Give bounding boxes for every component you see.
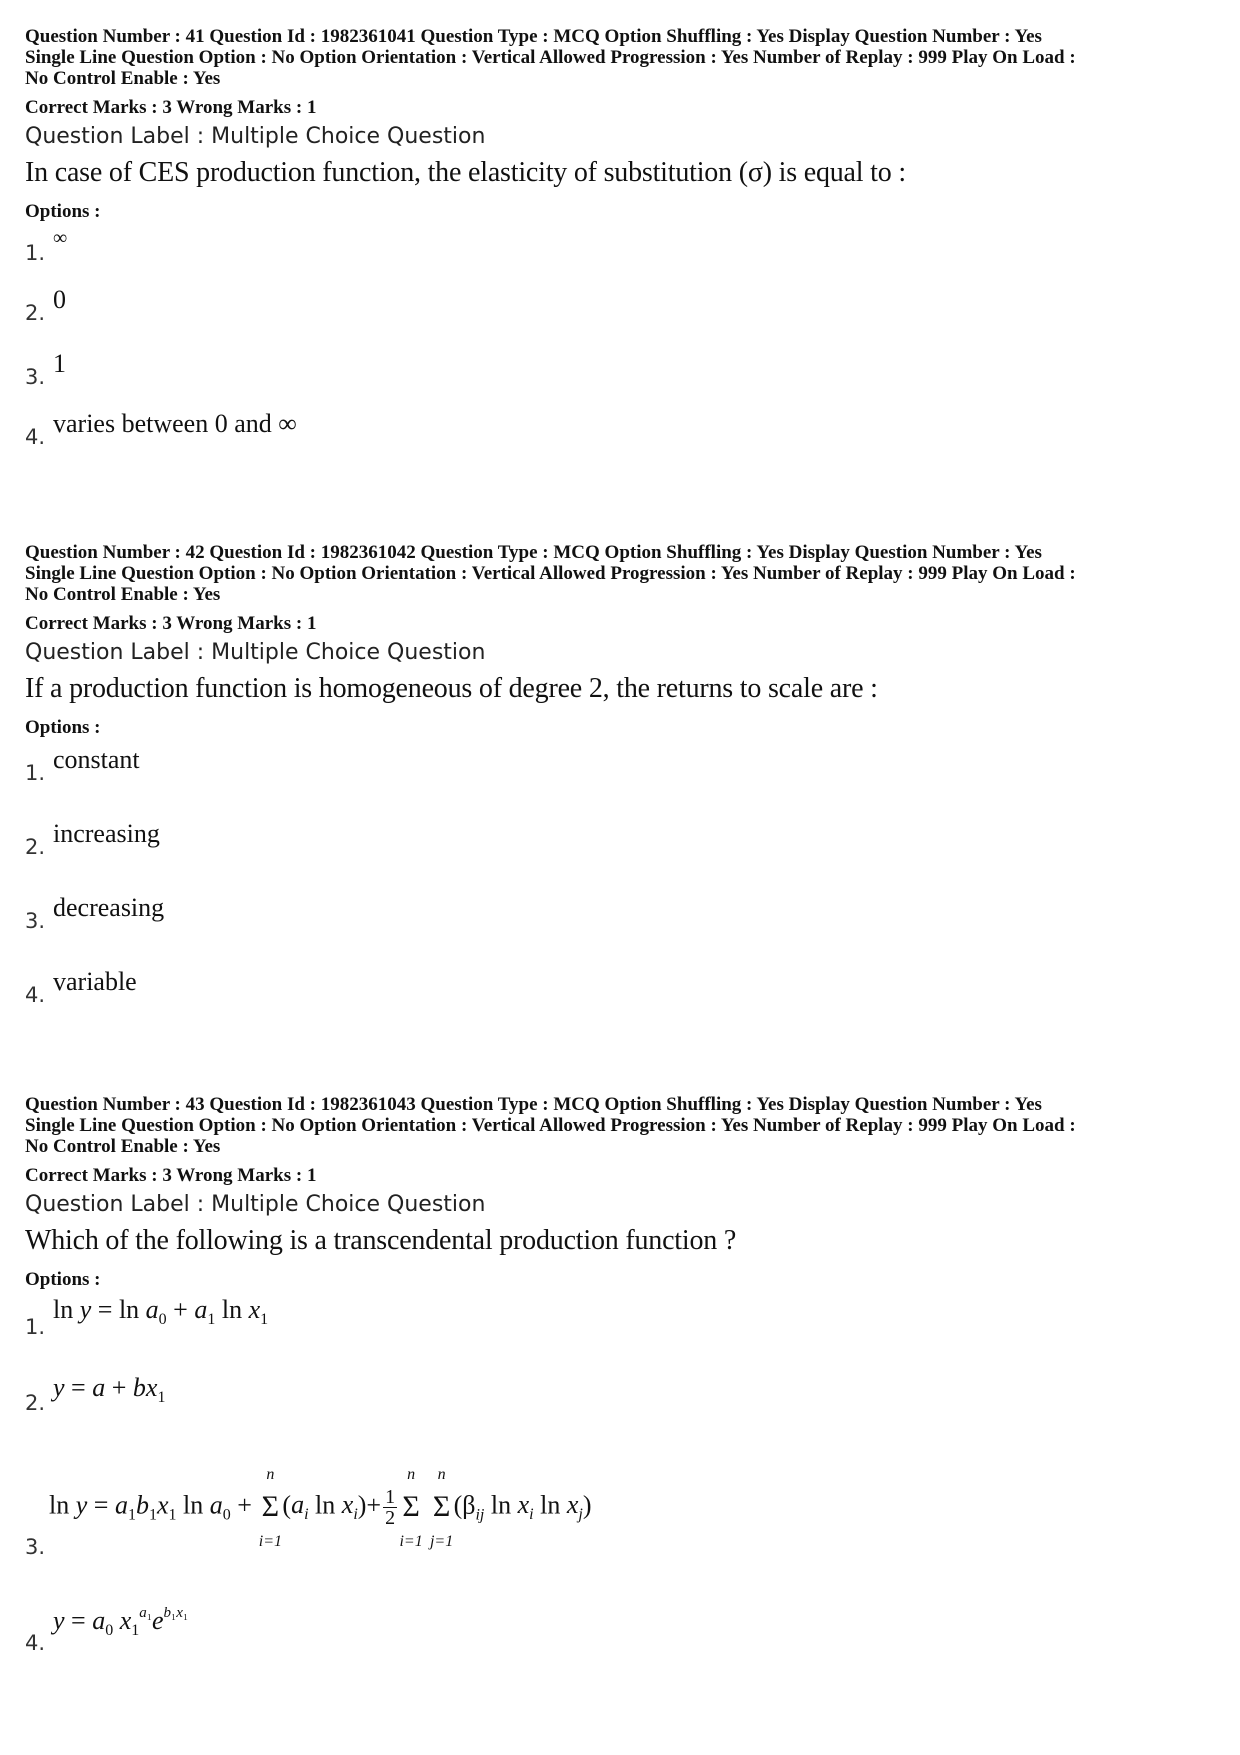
option-number: 1. — [25, 1315, 46, 1339]
question-meta-line: Question Number : 42 Question Id : 1982361042 Question Type : MCQ Option Shuffling : Yes Display Question Number : Yes — [25, 542, 1042, 563]
option-text: varies between 0 and ∞ — [53, 409, 297, 438]
question-meta-line: Single Line Question Option : No Option Orientation : Vertical Allowed Progression : Yes Number of Replay : 999 Play On Load : — [25, 47, 1076, 68]
option-number: 4. — [25, 1631, 46, 1655]
question-label: Question Label : Multiple Choice Question — [25, 124, 486, 149]
option-item — [25, 287, 1225, 351]
marks-info: Correct Marks : 3 Wrong Marks : 1 — [25, 97, 317, 118]
option-number: 1. — [25, 761, 46, 785]
question-label: Question Label : Multiple Choice Question — [25, 1192, 486, 1217]
question-text: If a production function is homogeneous of degree 2, the returns to scale are : — [25, 673, 878, 704]
question-text: In case of CES production function, the elasticity of substitution (σ) is equal to : — [25, 157, 906, 188]
question-text: Which of the following is a transcendental production function ? — [25, 1225, 737, 1256]
question-meta-line: Question Number : 43 Question Id : 1982361043 Question Type : MCQ Option Shuffling : Yes Display Question Number : Yes — [25, 1094, 1042, 1115]
option-formula: $y = a + bx_1$ — [53, 1373, 166, 1406]
options-heading: Options : — [25, 201, 101, 222]
question-meta-line: Question Number : 41 Question Id : 1982361041 Question Type : MCQ Option Shuffling : Yes Display Question Number : Yes — [25, 26, 1042, 47]
option-number: 2. — [25, 301, 46, 325]
option-item — [25, 1589, 1225, 1659]
option-item — [25, 227, 1225, 287]
option-number: 4. — [25, 425, 46, 449]
marks-info: Correct Marks : 3 Wrong Marks : 1 — [25, 1165, 317, 1186]
question-meta-line: No Control Enable : Yes — [25, 1136, 221, 1157]
question-43 — [25, 1094, 1225, 1659]
option-text: 0 — [53, 285, 66, 314]
question-meta-line: No Control Enable : Yes — [25, 584, 221, 605]
option-number: 2. — [25, 835, 46, 859]
option-number: 3. — [25, 909, 46, 933]
option-text: decreasing — [53, 893, 165, 922]
option-text: increasing — [53, 819, 160, 848]
option-item — [25, 967, 1225, 1027]
option-number: 1. — [25, 241, 46, 265]
options-heading: Options : — [25, 1269, 101, 1290]
question-meta-line: No Control Enable : Yes — [25, 68, 221, 89]
question-41 — [25, 26, 1225, 471]
option-number: 2. — [25, 1391, 46, 1415]
question-42 — [25, 542, 1225, 1027]
options-heading: Options : — [25, 717, 101, 738]
option-item — [25, 411, 1225, 471]
question-label: Question Label : Multiple Choice Question — [25, 640, 486, 665]
marks-info: Correct Marks : 3 Wrong Marks : 1 — [25, 613, 317, 634]
option-formula: $y = a_0$ $x_1^{a_1}e^{b_1x_1}$ — [53, 1605, 189, 1639]
question-meta-line: Single Line Question Option : No Option Orientation : Vertical Allowed Progression : Yes Number of Replay : 999 Play On Load : — [25, 563, 1076, 584]
option-item — [25, 1459, 1225, 1589]
option-text: constant — [53, 745, 140, 774]
option-number: 3. — [25, 1535, 46, 1559]
option-item — [25, 351, 1225, 411]
option-formula: $\ln y = \ln a_0 + a_1$ $\ln x_1$ — [53, 1295, 269, 1328]
option-text: ∞ — [53, 227, 68, 249]
option-item — [25, 893, 1225, 967]
option-formula: $\ln y = a_1b_1x_1$ $\ln a_0$ + n Σ i=1 ($a_i$ $\ln x_i)+$ $\frac{1}{2}$ n Σ i=1 n Σ j=1 ($\beta_{ij}$ $\ln x_i$ $\ln x_j$) — [49, 1466, 592, 1550]
option-item — [25, 1373, 1225, 1459]
option-text: variable — [53, 967, 137, 996]
question-meta-line: Single Line Question Option : No Option Orientation : Vertical Allowed Progression : Yes Number of Replay : 999 Play On Load : — [25, 1115, 1076, 1136]
option-item — [25, 1295, 1225, 1377]
option-text: 1 — [53, 349, 66, 378]
option-item — [25, 745, 1225, 819]
option-number: 3. — [25, 365, 46, 389]
option-number: 4. — [25, 983, 46, 1007]
option-item — [25, 819, 1225, 893]
